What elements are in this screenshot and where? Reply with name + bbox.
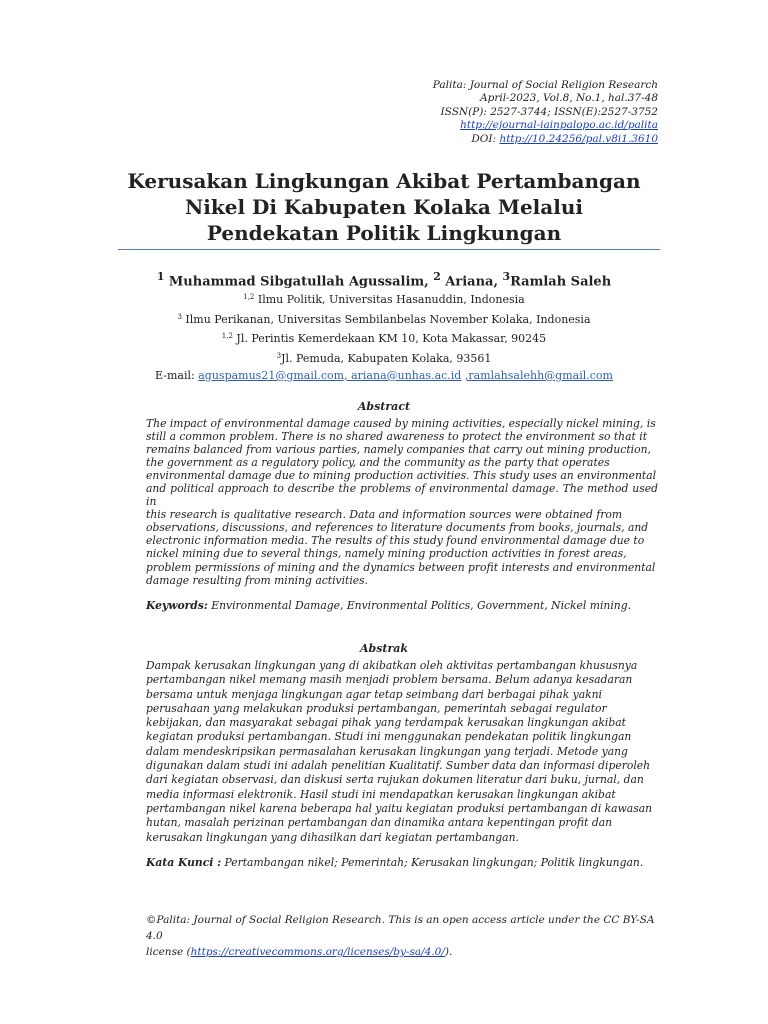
affiliation-text: Jl. Pemuda, Kabupaten Kolaka, 93561	[281, 352, 492, 366]
doi-label: DOI:	[471, 132, 500, 145]
affiliation-line	[110, 309, 658, 329]
keywords-text: Environmental Damage, Environmental Politics, Government, Nickel mining.	[207, 599, 631, 612]
affiliation-line	[110, 328, 658, 348]
abstract-line: the government as a regulatory policy, and the community as the party that operates	[146, 456, 610, 470]
author-3: Ramlah Saleh	[510, 274, 612, 290]
journal-name: Palita: Journal of Social Religion Research	[432, 79, 658, 91]
abstract-line: this research is qualitative research. Data and information sources were obtained from	[146, 508, 623, 522]
journal-url-link[interactable]: http://ejournal-iainpalopo.ac.id/palita	[460, 119, 658, 132]
author-sup-3: 3	[502, 270, 511, 283]
keywords	[146, 599, 658, 613]
abstrak-line: perusahaan yang melakukan produksi pertambangan, pemerintah sebagai regulator	[146, 701, 607, 715]
abstract-heading: Abstract	[357, 400, 411, 413]
abstrak-line: pertambangan nikel karena beberapa hal yaitu kegiatan produksi pertambangan di kawasan	[146, 801, 653, 815]
abstract-line: environmental damage due to mining production activities. This study uses an environmental	[146, 469, 657, 483]
author-2: Ariana,	[440, 274, 503, 290]
email-link-2[interactable]: ariana@unhas.ac.id	[347, 368, 462, 382]
affiliation-text: Ilmu Politik, Universitas Hasanuddin, Indonesia	[254, 293, 525, 306]
journal-issn: ISSN(P): 2527-3744; ISSN(E):2527-3752	[440, 105, 658, 118]
author-1: Muhammad Sibgatullah Agussalim,	[164, 274, 434, 290]
keywords-label: Keywords:	[146, 599, 208, 612]
doi-link[interactable]: http://10.24256/pal.v8i1.3610	[499, 132, 658, 145]
abstrak-line: kegiatan produksi pertambangan. Studi ini menggunakan pendekatan politik lingkungan	[146, 730, 632, 744]
affiliations	[110, 289, 658, 385]
journal-header	[433, 79, 658, 146]
title-line-1: Kerusakan Lingkungan Akibat Pertambangan	[127, 169, 641, 193]
affiliation-line	[110, 289, 658, 309]
journal-issue: April-2023, Vol.8, No.1, hal.37-48	[480, 92, 658, 105]
abstrak-body	[146, 659, 658, 845]
abstrak-line: digunakan dalam studi ini adalah penelitian Kualitatif. Sumber data dan informasi diperoleh	[146, 759, 651, 773]
abstrak-line: hutan, masalah perizinan pertambangan dan dinamika antara kepentingan profit dan	[146, 816, 613, 830]
affiliation-sup: 1,2	[221, 332, 233, 341]
abstrak-line: pertambangan nikel memang masih menjadi problem bersama. Belum adanya kesadaran	[146, 673, 633, 687]
license-link[interactable]: https://creativecommons.org/licenses/by-sa/4.0/	[190, 946, 445, 958]
abstrak-line: bersama untuk menjaga lingkungan agar tetap seimbang dari berbagai pihak yakni	[146, 687, 602, 701]
abstract-line: still a common problem. There is no shared awareness to protect the environment so that it	[146, 430, 648, 444]
license-suffix: ).	[444, 946, 453, 958]
author-list	[110, 268, 658, 291]
title-line-3: Pendekatan Politik Lingkungan	[206, 221, 562, 245]
abstract-line: nickel mining due to several things, namely mining production activities in forest areas,	[146, 547, 627, 561]
abstract-line: The impact of environmental damage caused by mining activities, especially nickel mining, is	[146, 417, 656, 430]
abstrak-line: dalam mendeskripsikan permasalahan kerusakan lingkungan yang terjadi. Metode yang	[146, 744, 628, 758]
affiliation-sup: 3	[276, 352, 282, 361]
kata-kunci-text: Pertambangan nikel; Pemerintah; Kerusakan lingkungan; Politik lingkungan.	[221, 856, 644, 869]
affiliation-text: Ilmu Perikanan, Universitas Sembilanbelas November Kolaka, Indonesia	[181, 312, 591, 326]
abstrak-line: dari kegiatan observasi, dan diskusi serta rujukan dokumen literatur dari buku, jurnal, dan	[146, 773, 644, 787]
abstract-line: damage resulting from mining activities.	[146, 573, 369, 587]
email-line	[110, 368, 658, 385]
abstract-line: and political approach to describe the problems of environmental damage. The method used in	[146, 482, 658, 509]
abstrak-line: kebijakan, dan masyarakat sebagai pihak yang terdampak kerusakan lingkungan akibat	[146, 716, 626, 730]
affiliation-line	[110, 348, 658, 368]
abstract-line: electronic information media. The results of this study found environmental damage due to	[146, 534, 645, 548]
abstract-line: remains balanced from various parties, namely companies that carry out mining production,	[146, 443, 651, 457]
license-prefix: license (	[146, 946, 191, 958]
kata-kunci	[146, 856, 658, 870]
title-divider	[118, 249, 660, 250]
author-sup-1: 1	[156, 270, 165, 283]
abstract-line: problem permissions of mining and the dynamics between profit interests and environmental	[146, 560, 656, 574]
abstrak-heading: Abstrak	[359, 642, 409, 655]
abstract-line: observations, discussions, and references to literature documents from books, journals, and	[146, 521, 649, 535]
kata-kunci-label: Kata Kunci :	[146, 856, 222, 869]
affiliation-sup: 1,2	[243, 293, 255, 301]
abstract-body	[146, 417, 658, 587]
paper-title	[110, 168, 658, 246]
author-sup-2: 2	[433, 270, 441, 283]
email-link-3[interactable]: ,ramlahsalehh@gmail.com	[464, 368, 613, 382]
email-link-1[interactable]: aguspamus21@gmail.com,	[198, 368, 348, 382]
abstrak-line: Dampak kerusakan lingkungan yang di akibatkan oleh aktivitas pertambangan khususnya	[146, 659, 638, 672]
affiliation-sup: 3	[177, 312, 182, 321]
abstrak-line: media informasi elektronik. Hasil studi ini mendapatkan kerusakan lingkungan akibat	[146, 787, 616, 801]
license-footer	[146, 912, 658, 960]
affiliation-text: Jl. Perintis Kemerdekaan KM 10, Kota Makassar, 90245	[232, 332, 547, 346]
title-line-2: Nikel Di Kabupaten Kolaka Melalui	[185, 195, 583, 219]
license-text: ©Palita: Journal of Social Religion Research. This is an open access article under the CC BY-SA 4.0	[146, 914, 655, 942]
abstrak-line: kerusakan lingkungan yang dihasilkan dari kegiatan pertambangan.	[146, 830, 519, 844]
email-label: E-mail:	[155, 368, 199, 382]
